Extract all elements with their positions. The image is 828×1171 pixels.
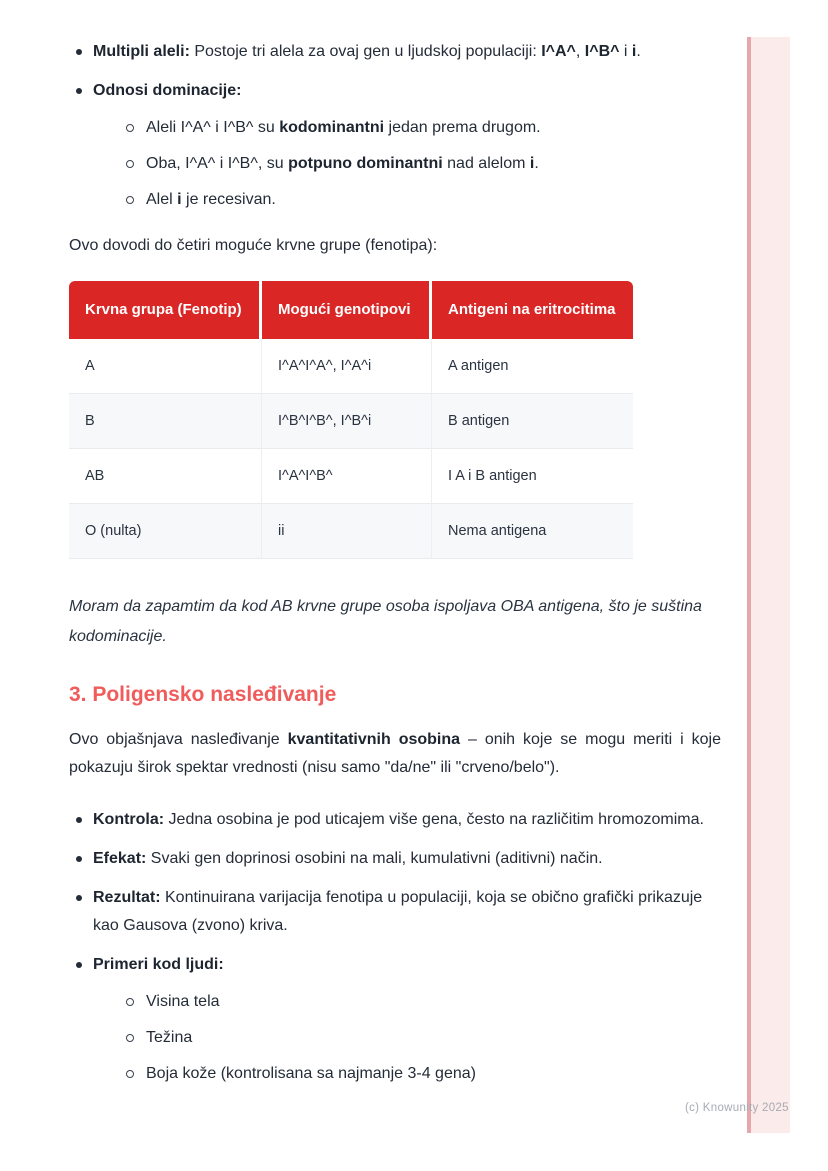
list-item — [69, 951, 721, 1088]
table-row — [69, 339, 633, 394]
list-item-text: Aleli I^A^ i I^B^ su kodominantni jedan prema drugom. — [146, 119, 541, 136]
list-item — [69, 884, 721, 940]
intro-paragraph: Ovo dovodi do četiri moguće krvne grupe (fenotipa): — [69, 237, 438, 254]
list-item-text: Primeri kod ljudi: — [93, 956, 224, 973]
table-row — [69, 394, 633, 449]
table-cell: I^A^I^A^, I^A^i — [262, 339, 432, 394]
list-item-text: Efekat: Svaki gen doprinosi osobini na mali, kumulativni (aditivni) način. — [93, 850, 603, 867]
list-item — [69, 77, 721, 214]
circle-bullet-icon — [126, 196, 134, 204]
bullet-icon — [76, 962, 82, 968]
list-item-text: Težina — [146, 1029, 193, 1046]
examples-sublist — [93, 988, 721, 1088]
table-cell: AB — [69, 449, 262, 504]
section-heading: 3. Poligensko nasleđivanje — [69, 683, 337, 706]
list-item-text: Multipli aleli: Postoje tri alela za ovaj gen u ljudskoj populaciji: I^A^, I^B^ i i. — [93, 43, 641, 60]
table-cell: O (nulta) — [69, 504, 262, 559]
list-item — [69, 806, 721, 834]
circle-bullet-icon — [126, 1034, 134, 1042]
list-item — [122, 1024, 721, 1052]
copyright-footer: (c) Knowunity 2025 — [685, 1102, 789, 1114]
list-item — [122, 988, 721, 1016]
personal-note: Moram da zapamtim da kod AB krvne grupe osoba ispoljava OBA antigena, što je suština kodominacije. — [69, 598, 702, 645]
alleles-list — [69, 38, 721, 214]
table-cell: I A i B antigen — [432, 449, 633, 504]
list-item — [69, 38, 721, 66]
document-content — [69, 38, 721, 1099]
column-header: Mogući genotipovi — [262, 281, 432, 339]
table-cell: Nema antigena — [432, 504, 633, 559]
list-item-text: Alel i je recesivan. — [146, 191, 276, 208]
bullet-icon — [76, 895, 82, 901]
column-header: Antigeni na eritrocitima — [432, 281, 633, 339]
table-cell: B — [69, 394, 262, 449]
list-item-text: Oba, I^A^ i I^B^, su potpuno dominantni nad alelom i. — [146, 155, 539, 172]
list-item-text: Visina tela — [146, 993, 220, 1010]
circle-bullet-icon — [126, 1070, 134, 1078]
bullet-icon — [76, 856, 82, 862]
table-row — [69, 449, 633, 504]
column-header: Krvna grupa (Fenotip) — [69, 281, 262, 339]
table-cell: I^A^I^B^ — [262, 449, 432, 504]
circle-bullet-icon — [126, 124, 134, 132]
table-cell: ii — [262, 504, 432, 559]
table-cell: A antigen — [432, 339, 633, 394]
list-item-text: Boja kože (kontrolisana sa najmanje 3-4 gena) — [146, 1065, 476, 1082]
list-item-text: Odnosi dominacije: — [93, 82, 242, 99]
table-cell: A — [69, 339, 262, 394]
circle-bullet-icon — [126, 998, 134, 1006]
page-margin-stripe — [747, 37, 790, 1133]
list-item-text: Kontrola: Jedna osobina je pod uticajem više gena, često na različitim hromozomima. — [93, 811, 704, 828]
circle-bullet-icon — [126, 160, 134, 168]
bullet-icon — [76, 817, 82, 823]
list-item — [122, 1060, 721, 1088]
polygenic-list — [69, 806, 721, 1088]
list-item — [122, 114, 721, 142]
table-row — [69, 504, 633, 559]
bullet-icon — [76, 49, 82, 55]
table-header-row — [69, 281, 633, 339]
table-cell: B antigen — [432, 394, 633, 449]
table-cell: I^B^I^B^, I^B^i — [262, 394, 432, 449]
bullet-icon — [76, 88, 82, 94]
dominance-sublist — [93, 114, 721, 214]
list-item — [122, 186, 721, 214]
list-item — [69, 845, 721, 873]
list-item — [122, 150, 721, 178]
list-item-text: Rezultat: Kontinuirana varijacija fenotipa u populaciji, koja se obično grafički prikazuje kao Gausova (zvono) kriva. — [93, 889, 703, 934]
blood-group-table — [69, 281, 633, 559]
polygenic-paragraph: Ovo objašnjava nasleđivanje kvantitativnih osobina – onih koje se mogu meriti i koje pokazuju širok spektar vrednosti (nisu samo "da/ne" ili "crveno/belo"). — [69, 731, 722, 776]
